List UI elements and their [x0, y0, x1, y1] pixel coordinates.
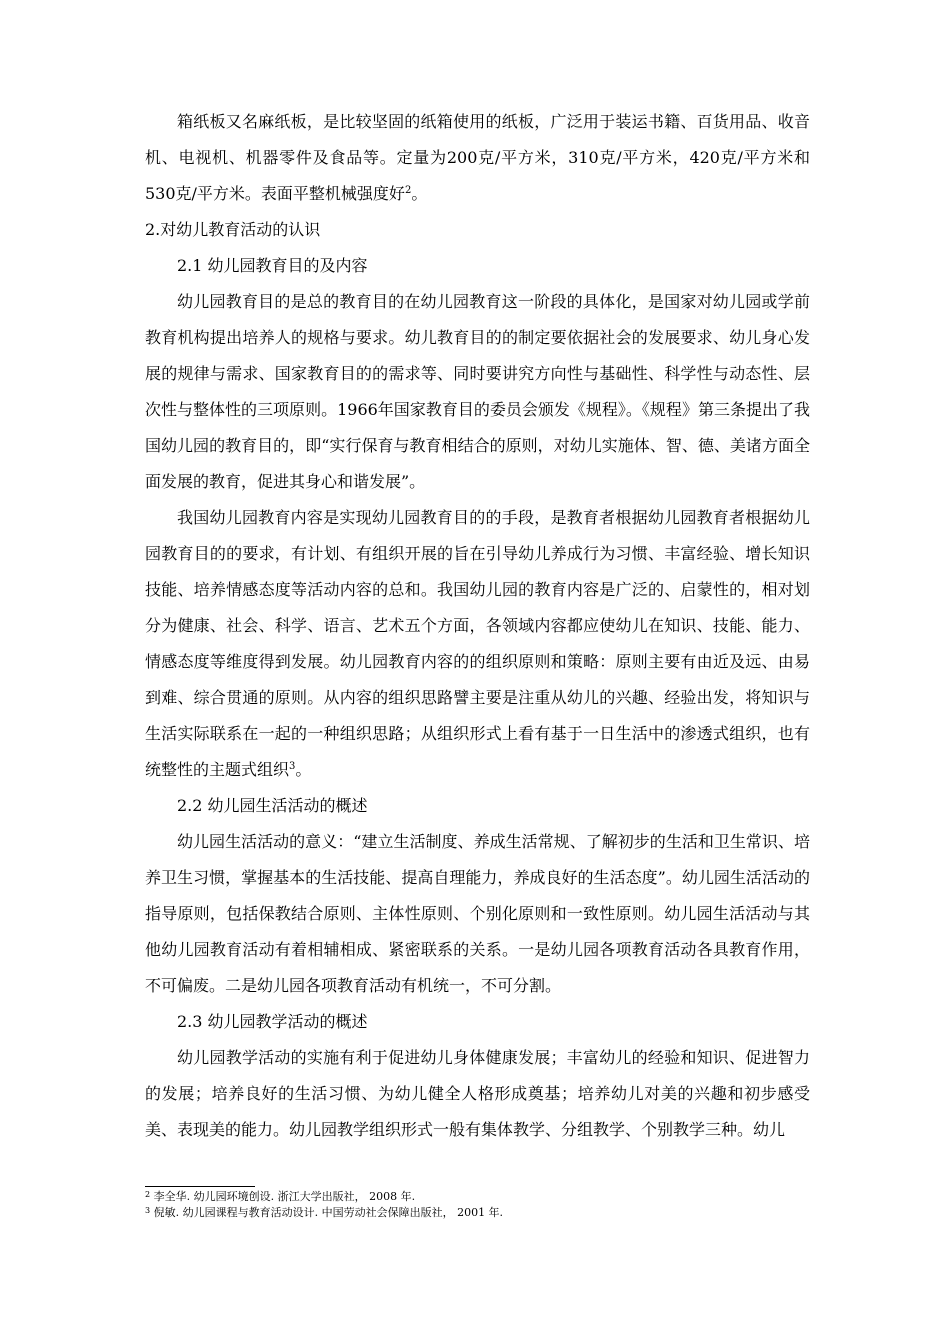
section-heading-2: 2.对幼儿教育活动的认识 — [145, 220, 321, 239]
footnotes — [145, 1186, 810, 1221]
footnote-3: $^3$ 倪敏. 幼儿园课程与教育活动设计. 中国劳动社会保障出版社， 2001 年. — [145, 1206, 504, 1219]
paragraph-teaching-activity: 幼儿园教学活动的实施有利于促进幼儿身体健康发展；丰富幼儿的经验和知识、促进智力的发展；培养良好的生活习惯、为幼儿健全人格形成奠基；培养幼儿对美的兴趣和初步感受美、表现美的能力。幼儿园教学组织形式一般有集体教学、分组教学、个别教学三种。幼儿 — [145, 1048, 810, 1139]
footnote-divider — [145, 1186, 255, 1187]
subsection-heading-2-2: 2.2 幼儿园生活活动的概述 — [177, 796, 368, 815]
footnote-ref-3: 3 — [289, 761, 296, 772]
paragraph-cardboard: 箱纸板又名麻纸板，是比较坚固的纸箱使用的纸板，广泛用于装运书籍、百货用品、收音机、电视机、机器零件及食品等。定量为200克/平方米，310克/平方米，420克/平方米和530克/平方米。表面平整机械强度好$^2$。 — [145, 112, 810, 203]
paragraph-life-activity: 幼儿园生活活动的意义：“建立生活制度、养成生活常规、了解初步的生活和卫生常识、培养卫生习惯，掌握基本的生活技能、提高自理能力，养成良好的生活态度”。幼儿园生活活动的指导原则，包括保教结合原则、主体性原则、个别化原则和一致性原则。幼儿园生活活动与其他幼儿园教育活动有着相辅相成、紧密联系的关系。一是幼儿园各项教育活动各具教育作用，不可偏废。二是幼儿园各项教育活动有机统一，不可分割。 — [145, 832, 810, 995]
paragraph-education-goal: 幼儿园教育目的是总的教育目的在幼儿园教育这一阶段的具体化，是国家对幼儿园或学前教育机构提出培养人的规格与要求。幼儿教育目的的制定要依据社会的发展要求、幼儿身心发展的规律与需求、国家教育目的的需求等、同时要讲究方向性与基础性、科学性与动态性、层次性与整体性的三项原则。1966年国家教育目的委员会颁发《规程》。《规程》第三条提出了我国幼儿园的教育目的，即“实行保育与教育相结合的原则，对幼儿实施体、智、德、美诸方面全面发展的教育，促进其身心和谐发展”。 — [145, 292, 810, 491]
subsection-heading-2-3: 2.3 幼儿园教学活动的概述 — [177, 1012, 368, 1031]
document-body — [145, 104, 810, 1148]
subsection-heading-2-1: 2.1 幼儿园教育目的及内容 — [177, 256, 368, 275]
paragraph-education-content: 我国幼儿园教育内容是实现幼儿园教育目的的手段，是教育者根据幼儿园教育者根据幼儿园教育目的的要求，有计划、有组织开展的旨在引导幼儿养成行为习惯、丰富经验、增长知识技能、培养情感态度等活动内容的总和。我国幼儿园的教育内容是广泛的、启蒙性的，相对划分为健康、社会、科学、语言、艺术五个方面，各领域内容都应使幼儿在知识、技能、能力、情感态度等维度得到发展。幼儿园教育内容的的组织原则和策略：原则主要有由近及远、由易到难、综合贯通的原则。从内容的组织思路譬主要是注重从幼儿的兴趣、经验出发，将知识与生活实际联系在一起的一种组织思路；从组织形式上看有基于一日生活中的渗透式组织，也有统整性的主题式组织$^3$。 — [145, 508, 810, 779]
footnote-2: $^2$ 李全华. 幼儿园环境创设. 浙江大学出版社， 2008 年. — [145, 1190, 416, 1203]
footnote-ref-2: 2 — [404, 185, 412, 196]
